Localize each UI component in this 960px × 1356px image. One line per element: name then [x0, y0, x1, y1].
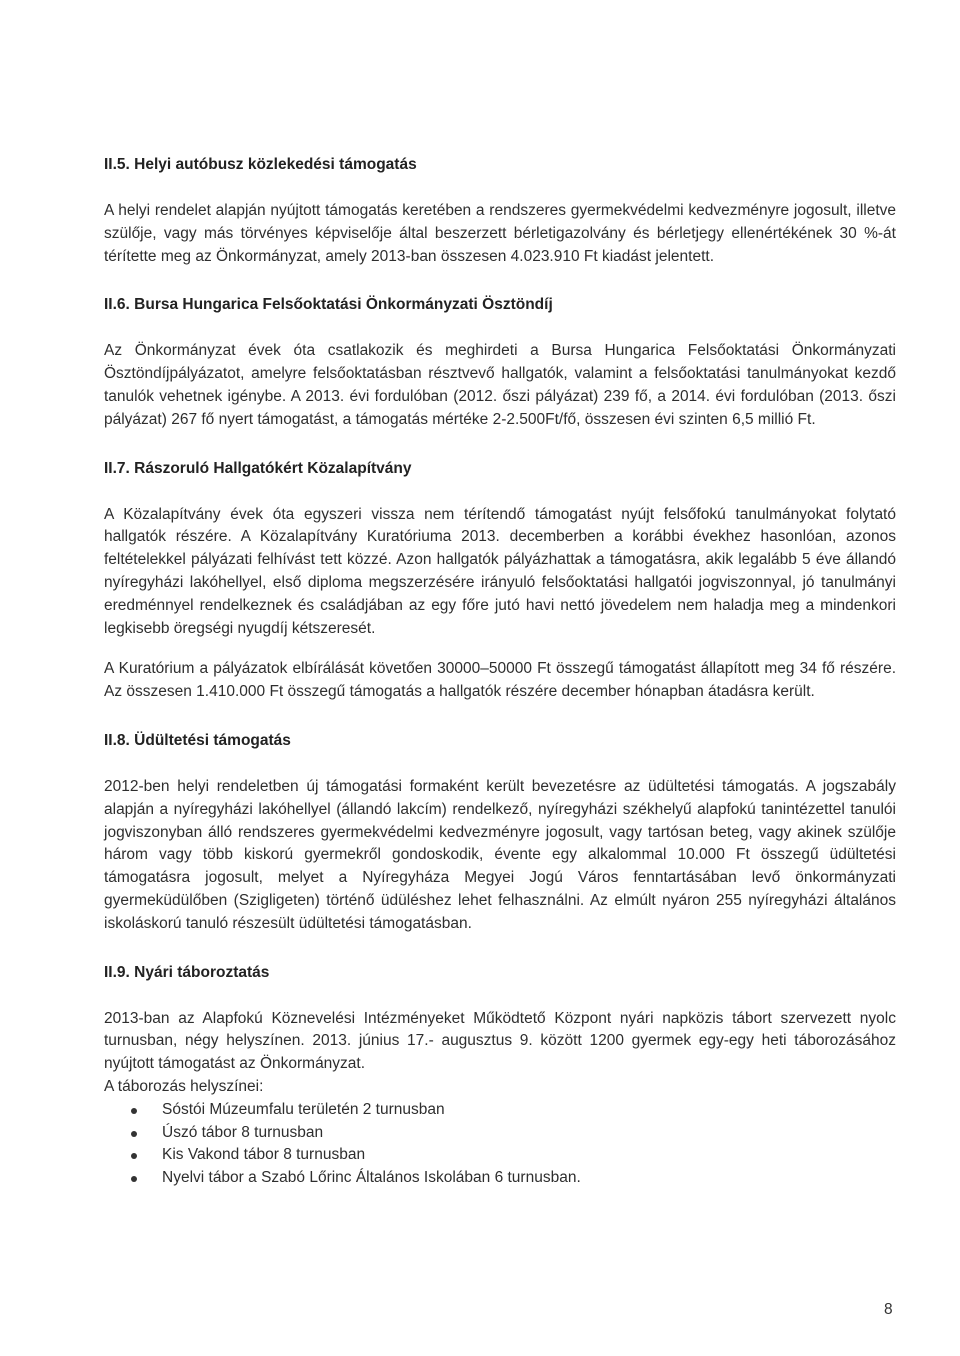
bullet-icon: [131, 1176, 137, 1182]
section-ii6-paragraph: Az Önkormányzat évek óta csatlakozik és meghirdeti a Bursa Hungarica Felsőoktatási Önkormányzati Ösztöndíjpályázatot, amelyre felsőoktatásban résztvevő hallgatók, valamint a felsőoktatási tanulmányokat kezdő tanulók vehetnek igénybe. A 2013. évi fordulóban (2012. őszi pályázat) 239 fő, a 2014. évi fordulóban (2013. őszi pályázat) 267 fő nyert támogatást, a támogatás mértéke 2-2.500Ft/fő, összesen évi szinten 6,5 millió Ft.: [104, 342, 896, 428]
section-ii5-paragraph: A helyi rendelet alapján nyújtott támogatás keretében a rendszeres gyermekvédelmi kedvezményre jogosult, illetve szülője, vagy más törvényes képviselője által beszerzett bérletigazolvány és bérletjegy ellenértékének 30 %-át térítette meg az Önkormányzat, amely 2013-ban összesen 4.023.910 Ft kiadást jelentett.: [104, 202, 896, 265]
section-heading-ii8: II.8. Üdültetési támogatás: [104, 731, 291, 749]
list-item: [104, 1144, 896, 1167]
list-item: [104, 1122, 896, 1145]
section-heading-ii6: II.6. Bursa Hungarica Felsőoktatási Önkormányzati Ösztöndíj: [104, 296, 553, 314]
section-ii8-paragraph: 2012-ben helyi rendeletben új támogatási formaként került bevezetésre az üdültetési támogatás. A jogszabály alapján a nyíregyházi lakóhellyel (állandó lakcím) rendelkező, nyíregyházi székhelyű alapfokú tanintézettel tanulói jogviszonyban álló rendszeres gyermekvédelmi kedvezményre jogosult, vagy tartósan beteg, vagy akinek szülője három vagy több kiskorú gyermekről gondoskodik, évente egy alkalommal 10.000 Ft összegű üdültetési támogatásra jogosult, melyet a Nyíregyháza Megyei Jogú Város fenntartásában levő önkormányzati gyermeküdülőben (Szigligeten) történő üdüléshez lehet felhasználni. Az elmúlt nyáron 255 nyíregyházi általános iskoláskorú tanuló részesült üdültetési támogatásban.: [104, 777, 896, 932]
list-item-text: Kis Vakond tábor 8 turnusban: [162, 1146, 366, 1164]
section-heading-ii7: II.7. Rászoruló Hallgatókért Közalapítvány: [104, 459, 412, 477]
list-item: [104, 1167, 896, 1190]
list-item: [104, 1099, 896, 1122]
list-item-text: Nyelvi tábor a Szabó Lőrinc Általános Iskolában 6 turnusban.: [162, 1169, 581, 1187]
list-item-text: Sóstói Múzeumfalu területén 2 turnusban: [162, 1100, 445, 1118]
list-item-text: Úszó tábor 8 turnusban: [162, 1123, 324, 1141]
section-ii7-paragraph-1: A Közalapítvány évek óta egyszeri vissza nem térítendő támogatást nyújt felsőfokú tanulmányokat folytató hallgatók részére. A Közalapítvány Kuratóriuma 2013. decemberben a korábbi évekhez hasonlóan, azonos feltételekkel pályázati felhívást tett közzé. Azon hallgatók pályázhattak a támogatásra, akik legalább 5 éve állandó nyíregyházi lakóhellyel, első diploma megszerzésére irányuló felsőoktatási hallgatói jogviszonnyal, jó tanulmányi eredménnyel rendelkeznek és családjában az egy főre jutó havi nettó jövedelem nem haladja meg a mindenkori legkisebb öregségi nyugdíj kétszeresét.: [104, 505, 896, 637]
section-heading-ii9: II.9. Nyári táboroztatás: [104, 963, 270, 981]
page-number: 8: [884, 1301, 893, 1318]
section-ii9-bullet-list: [104, 1099, 896, 1190]
bullet-icon: [131, 1153, 137, 1159]
section-ii9-paragraph: 2013-ban az Alapfokú Köznevelési Intézményeket Működtető Központ nyári napközis tábort szervezett nyolc turnusban, négy helyszínen. 2013. június 17.- augusztus 9. között 1200 gyermek egy-egy heti táborozásához nyújtott támogatást az Önkormányzat.: [104, 1009, 896, 1073]
section-ii9-list-intro: A táborozás helyszínei:: [104, 1077, 264, 1095]
bullet-icon: [131, 1131, 137, 1137]
document-page: [104, 154, 896, 1190]
bullet-icon: [131, 1108, 137, 1114]
section-heading-ii5: II.5. Helyi autóbusz közlekedési támogatás: [104, 156, 417, 173]
section-ii7-paragraph-2: A Kuratórium a pályázatok elbírálását követően 30000–50000 Ft összegű támogatást állapított meg 34 fő részére. Az összesen 1.410.000 Ft összegű támogatás a hallgatók részére december hónapban átadásra került.: [104, 660, 896, 701]
